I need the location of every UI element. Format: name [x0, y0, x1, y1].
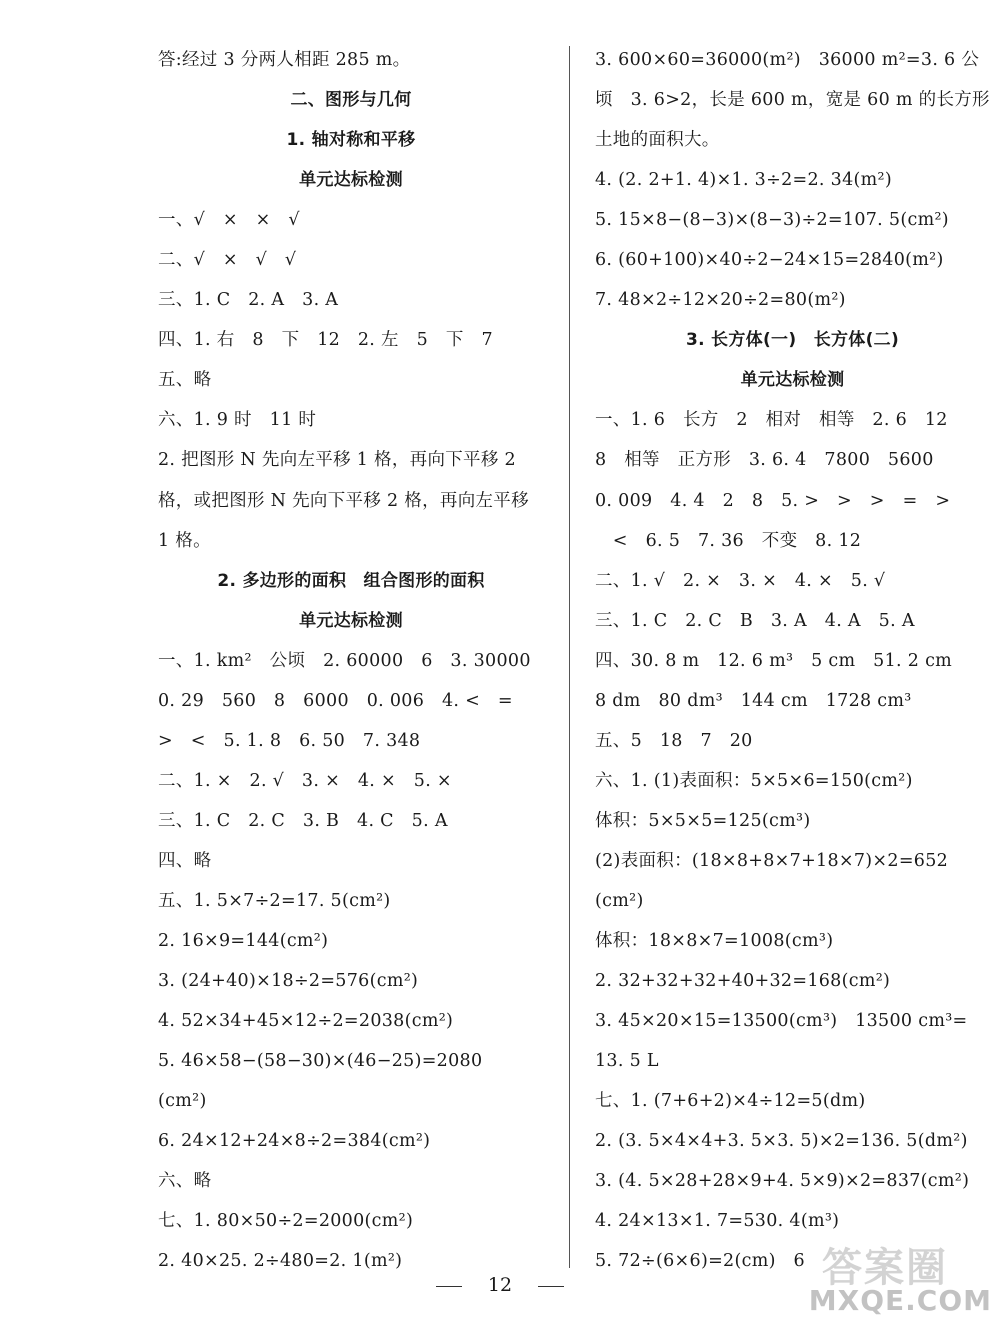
- column-divider: [569, 46, 570, 1268]
- answer-line: 五、1. 5×7÷2=17. 5(cm²): [158, 890, 391, 911]
- answer-line: 土地的面积大。: [595, 130, 720, 151]
- answer-line: 4. (2. 2+1. 4)×1. 3÷2=2. 34(m²): [595, 170, 892, 191]
- answer-line: 格，或把图形 N 先向下平移 2 格，再向左平移: [158, 490, 529, 511]
- answer-line: 6. (60+100)×40÷2−24×15=2840(m²): [595, 250, 944, 271]
- answer-line: 七、1. 80×50÷2=2000(cm²): [158, 1211, 414, 1232]
- section-heading: 单元达标检测: [740, 370, 845, 391]
- answer-line: 13. 5 L: [595, 1051, 659, 1072]
- answer-line: 四、30. 8 m 12. 6 m³ 5 cm 51. 2 cm: [595, 650, 953, 671]
- answer-line: 六、略: [158, 1171, 212, 1192]
- answer-line: 5. 72÷(6×6)=2(cm) 6: [595, 1251, 805, 1272]
- answer-line: 1 格。: [158, 530, 211, 551]
- watermark: [800, 1232, 1000, 1323]
- answer-line: 7. 48×2÷12×20÷2=80(m²): [595, 290, 846, 311]
- answer-line: 七、1. (7+6+2)×4÷12=5(dm): [595, 1091, 866, 1112]
- answer-line: 3. 600×60=36000(m²) 36000 m²=3. 6 公: [595, 50, 980, 70]
- answer-line: 一、1. 6 长方 2 相对 相等 2. 6 12: [595, 410, 948, 431]
- answer-line: 六、1. 9 时 11 时: [158, 410, 317, 431]
- answer-line: 8 dm 80 dm³ 144 cm 1728 cm³: [595, 690, 912, 711]
- page-number: 12: [487, 1274, 513, 1296]
- answer-line: 0. 009 4. 4 2 8 5. > > > = >: [595, 490, 951, 511]
- answer-line: 三、1. C 2. A 3. A: [158, 290, 339, 311]
- answer-line: 三、1. C 2. C 3. B 4. C 5. A: [158, 810, 448, 831]
- answer-line: 0. 29 560 8 6000 0. 006 4. < =: [158, 690, 513, 711]
- section-heading: 单元达标检测: [299, 170, 403, 191]
- answer-line: (2)表面积：(18×8+8×7+18×7)×2=652: [595, 850, 949, 871]
- answer-line: 一、√ × × √: [158, 210, 300, 231]
- watermark-logo: 答案圈: [822, 1245, 948, 1291]
- answer-line: 2. 40×25. 2÷480=2. 1(m²): [158, 1251, 403, 1272]
- answer-line: 四、略: [158, 850, 212, 871]
- footer-dash-left: [436, 1286, 462, 1287]
- right-column: [595, 40, 990, 1281]
- answer-line: 2. 把图形 N 先向左平移 1 格，再向下平移 2: [158, 450, 516, 471]
- answer-line: 4. 52×34+45×12÷2=2038(cm²): [158, 1011, 454, 1032]
- answer-line: > < 5. 1. 8 6. 50 7. 348: [158, 730, 421, 751]
- answer-line: 3. (24+40)×18÷2=576(cm²): [158, 971, 419, 992]
- section-heading: 3. 长方体(一) 长方体(二): [685, 330, 900, 351]
- left-column: [158, 40, 544, 1281]
- answer-line: (cm²): [158, 1091, 207, 1112]
- answer-line: 五、5 18 7 20: [595, 730, 753, 751]
- answer-line: 顷 3. 6>2，长是 600 m，宽是 60 m 的长方形: [595, 90, 990, 111]
- answer-line: 二、√ × √ √: [158, 250, 297, 271]
- section-heading: 二、图形与几何: [290, 90, 412, 111]
- watermark-site: MXQE.COM: [808, 1284, 992, 1317]
- answer-line: 五、略: [158, 370, 212, 391]
- answer-line: 体积：18×8×7=1008(cm³): [595, 931, 834, 952]
- answer-line: 6. 24×12+24×8÷2=384(cm²): [158, 1131, 431, 1152]
- answer-line: 答:经过 3 分两人相距 285 m。: [158, 50, 411, 70]
- answer-line: 六、1. (1)表面积：5×5×6=150(cm²): [595, 770, 913, 791]
- section-heading: 单元达标检测: [299, 610, 403, 631]
- answer-line: 5. 46×58−(58−30)×(46−25)=2080: [158, 1051, 483, 1072]
- section-heading: 2. 多边形的面积 组合图形的面积: [217, 570, 485, 591]
- answer-line: 二、1. √ 2. × 3. × 4. × 5. √: [595, 570, 886, 591]
- answer-line: 2. (3. 5×4×4+3. 5×3. 5)×2=136. 5(dm²): [595, 1131, 968, 1152]
- answer-line: 3. 45×20×15=13500(cm³) 13500 cm³=: [595, 1011, 968, 1032]
- footer-dash-right: [538, 1286, 564, 1287]
- answer-line: 四、1. 右 8 下 12 2. 左 5 下 7: [158, 330, 493, 351]
- answer-line: 三、1. C 2. C B 3. A 4. A 5. A: [595, 610, 915, 631]
- answer-line: < 6. 5 7. 36 不变 8. 12: [595, 530, 862, 551]
- answer-line: 5. 15×8−(8−3)×(8−3)÷2=107. 5(cm²): [595, 210, 949, 231]
- answer-line: (cm²): [595, 890, 644, 911]
- section-heading: 1. 轴对称和平移: [286, 130, 416, 151]
- answer-line: 2. 32+32+32+40+32=168(cm²): [595, 971, 891, 992]
- answer-line: 体积：5×5×5=125(cm³): [595, 810, 811, 831]
- answer-line: 二、1. × 2. √ 3. × 4. × 5. ×: [158, 770, 452, 791]
- answer-line: 8 相等 正方形 3. 6. 4 7800 5600: [595, 450, 934, 471]
- answer-line: 一、1. km² 公顷 2. 60000 6 3. 30000: [158, 650, 531, 671]
- answer-line: 3. (4. 5×28+28×9+4. 5×9)×2=837(cm²): [595, 1171, 970, 1192]
- answer-line: 2. 16×9=144(cm²): [158, 931, 329, 952]
- answer-line: 4. 24×13×1. 7=530. 4(m³): [595, 1211, 840, 1232]
